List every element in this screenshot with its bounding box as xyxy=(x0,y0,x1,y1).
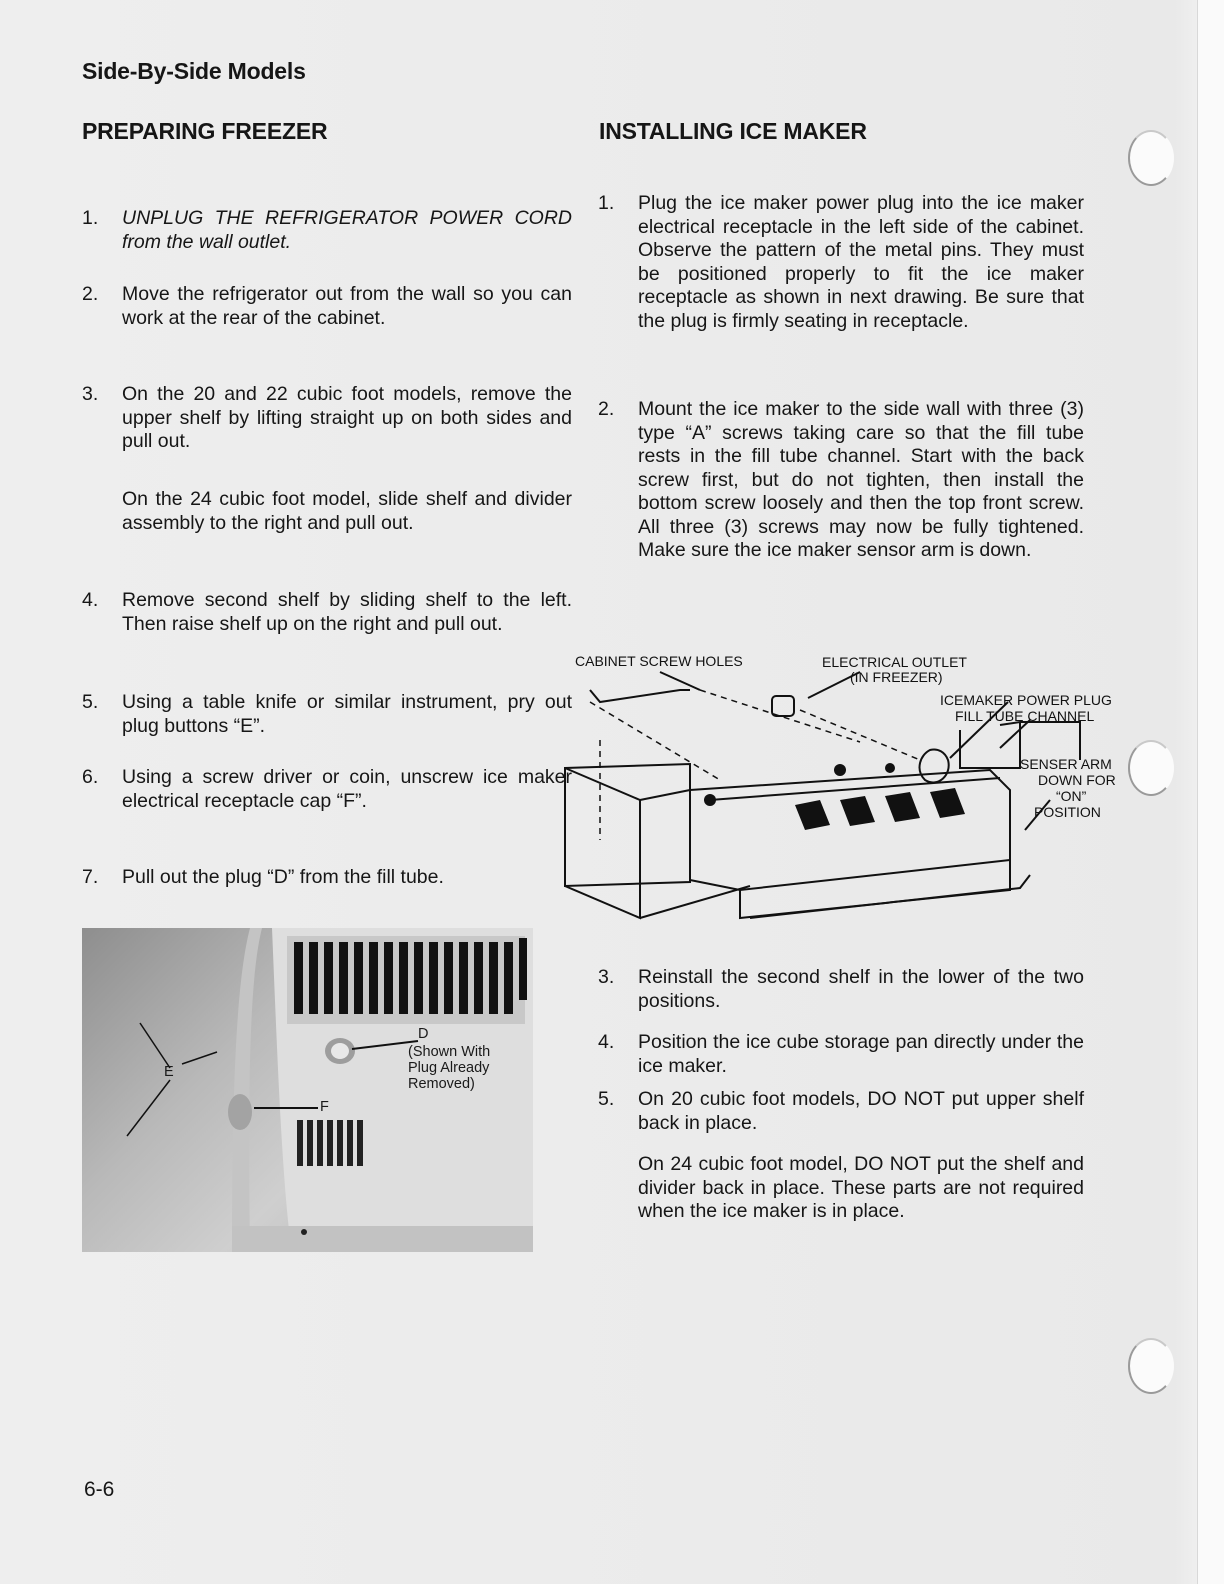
label-d: D xyxy=(418,1026,429,1042)
left-step-3-note xyxy=(82,488,572,535)
step-text: Pull out the plug “D” from the fill tube. xyxy=(122,866,444,888)
step-number: 3. xyxy=(82,383,99,405)
section-title: Side-By-Side Models xyxy=(82,58,306,84)
step-number: 1. xyxy=(598,192,615,214)
step-text: Using a table knife or similar instrument, pry out plug buttons “E”. xyxy=(122,691,572,737)
label-on: “ON” xyxy=(1056,788,1087,804)
step-number: 2. xyxy=(598,398,615,420)
left-step-6 xyxy=(82,766,572,813)
label-cabinet-screw-holes: CABINET SCREW HOLES xyxy=(575,653,743,669)
left-step-5 xyxy=(82,691,572,738)
left-step-2 xyxy=(82,283,572,330)
step-text: On 20 cubic foot models, DO NOT put upper shelf back in place. xyxy=(638,1088,1084,1134)
ice-maker-diagram xyxy=(560,650,1160,960)
receptacle-photo xyxy=(82,928,533,1252)
left-step-4 xyxy=(82,589,572,636)
step-text: UNPLUG THE REFRIGERATOR POWER CORD from the wall outlet. xyxy=(122,207,572,253)
label-in-freezer: (IN FREEZER) xyxy=(850,669,943,685)
step-text: Move the refrigerator out from the wall so you can work at the rear of the cabinet. xyxy=(122,283,572,329)
step-number: 5. xyxy=(82,691,99,713)
step-number: 2. xyxy=(82,283,99,305)
step-text: Remove second shelf by sliding shelf to the left. Then raise shelf up on the right and pull out. xyxy=(122,589,572,635)
label-d-note: (Shown With Plug Already Removed) xyxy=(408,1044,491,1092)
step-number: 4. xyxy=(598,1031,615,1053)
step-number: 4. xyxy=(82,589,99,611)
step-number: 3. xyxy=(598,966,615,988)
label-down-for: DOWN FOR xyxy=(1038,772,1116,788)
right-step-4 xyxy=(598,1031,1084,1078)
left-step-3 xyxy=(82,383,572,454)
page-edge xyxy=(1197,0,1224,1584)
left-step-1 xyxy=(82,207,572,254)
binder-hole-top xyxy=(1128,130,1174,186)
step-text: On the 20 and 22 cubic foot models, remove the upper shelf by lifting straight up on both sides and pull out. xyxy=(122,383,572,452)
step-text: Position the ice cube storage pan directly under the ice maker. xyxy=(638,1031,1084,1077)
label-electrical-outlet: ELECTRICAL OUTLET xyxy=(822,654,967,670)
step-number: 1. xyxy=(82,207,99,229)
label-position: POSITION xyxy=(1034,804,1101,820)
right-step-5-note xyxy=(598,1153,1084,1224)
label-e: E xyxy=(164,1064,174,1080)
step-text: Using a screw driver or coin, unscrew ice maker electrical receptacle cap “F”. xyxy=(122,766,572,812)
left-step-7 xyxy=(82,866,572,890)
right-step-1 xyxy=(598,192,1084,333)
page-number: 6-6 xyxy=(84,1478,115,1501)
label-senser-arm: SENSER ARM xyxy=(1020,756,1112,772)
binder-hole-bottom xyxy=(1128,1338,1174,1394)
step-text: On 24 cubic foot model, DO NOT put the shelf and divider back in place. These parts are not required when the ice maker is in place. xyxy=(638,1153,1084,1222)
step-number: 6. xyxy=(82,766,99,788)
step-text: On the 24 cubic foot model, slide shelf and divider assembly to the right and pull out. xyxy=(122,488,572,534)
right-step-5 xyxy=(598,1088,1084,1135)
step-text: Plug the ice maker power plug into the ice maker electrical receptacle in the left side of the cabinet. Observe the pattern of the metal pins. They must be positioned properly to fit the ice maker receptacle as shown in next drawing. Be sure that the plug is firmly seating in receptacle. xyxy=(638,192,1084,332)
right-heading: INSTALLING ICE MAKER xyxy=(599,118,867,144)
right-step-3 xyxy=(598,966,1084,1013)
label-icemaker-power-plug: ICEMAKER POWER PLUG xyxy=(940,692,1112,708)
right-step-2 xyxy=(598,398,1084,563)
step-text: Reinstall the second shelf in the lower of the two positions. xyxy=(638,966,1084,1012)
label-f: F xyxy=(320,1099,329,1115)
label-fill-tube-channel: FILL TUBE CHANNEL xyxy=(955,708,1095,724)
left-heading: PREPARING FREEZER xyxy=(82,118,328,144)
step-number: 7. xyxy=(82,866,99,888)
step-number: 5. xyxy=(598,1088,615,1110)
step-text: Mount the ice maker to the side wall with three (3) type “A” screws taking care so that the fill tube rests in the fill tube channel. Start with the back screw first, but do not tighten, then install the bottom screw loosely and then the top front screw. All three (3) screws may now be fully tightened. Make sure the ice maker sensor arm is down. xyxy=(638,398,1084,561)
